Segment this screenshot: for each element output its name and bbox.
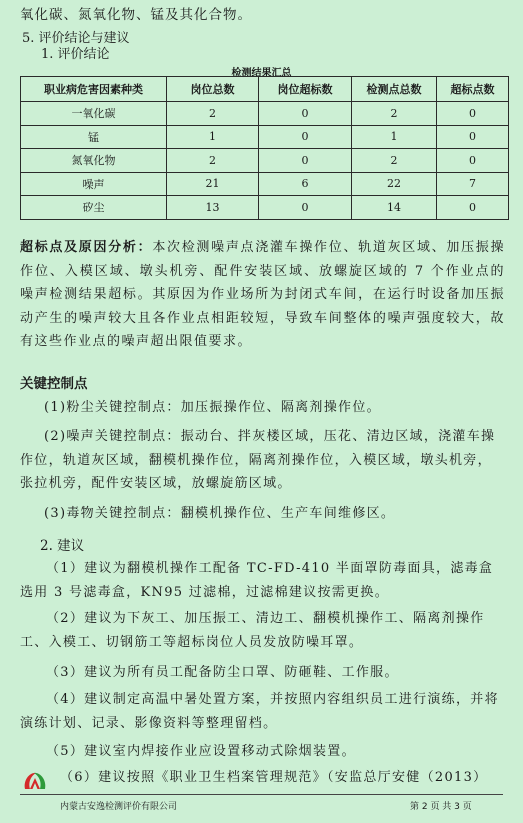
key-point-dust: (1)粉尘关键控制点：加压振操作位、隔离剂操作位。 (44, 400, 381, 415)
cell-value: 1 (167, 125, 259, 149)
header-points: 检测点总数 (352, 77, 437, 102)
cell-value: 0 (437, 196, 509, 220)
cell-value: 0 (259, 196, 352, 220)
table-caption: 检测结果汇总 (231, 68, 292, 79)
header-factor: 职业病危害因素种类 (21, 77, 167, 102)
cell-value: 21 (167, 172, 259, 196)
cell-value: 1 (352, 125, 437, 149)
cell-value: 22 (352, 172, 437, 196)
cell-value: 0 (437, 125, 509, 149)
cell-factor: 一氧化碳 (21, 102, 167, 126)
suggestion-3: （3）建议为所有员工配备防尘口罩、防砸鞋、工作服。 (46, 665, 399, 680)
suggestion-4: （4）建议制定高温中暑处置方案，并按照内容组织员工进行演练，并将演练计划、记录、影像资料等整理留档。 (20, 692, 499, 731)
table-row (21, 172, 509, 196)
exceed-analysis-paragraph (20, 236, 505, 354)
cell-value: 14 (352, 196, 437, 220)
table-header-row (21, 77, 509, 102)
cell-value: 0 (259, 102, 352, 126)
cell-value: 13 (167, 196, 259, 220)
cell-value: 2 (352, 102, 437, 126)
header-posts: 岗位总数 (167, 77, 259, 102)
cell-factor: 噪声 (21, 172, 167, 196)
footer-company: 内蒙古安逸检测评价有限公司 (60, 802, 178, 812)
exceed-analysis-text: 本次检测噪声点浇灌车操作位、轨道灰区域、加压振操作位、入模区域、墩头机旁、配件安装区域、放螺旋区域的 7 个作业点的噪声检测结果超标。其原因为作业场所为封闭式车间，在运行时设备加压振动产生的噪声较大且各作业点相距较短，导致车间整体的噪声强度较大，故有这些作业点的噪声超出限值要求。 (20, 240, 505, 349)
exceed-analysis-label: 超标点及原因分析： (20, 240, 153, 255)
table-row (21, 125, 509, 149)
cell-value: 0 (259, 125, 352, 149)
company-logo-icon (22, 770, 48, 792)
cell-factor: 锰 (21, 125, 167, 149)
cell-value: 2 (352, 149, 437, 173)
key-points-title: 关键控制点 (20, 376, 88, 392)
key-point-noise: (2)噪声关键控制点：振动台、拌灰楼区域，压花、清边区域，浇灌车操作位，轨道灰区域，翻模机操作位，隔离剂操作位，入模区域，墩头机旁，张拉机旁，配件安装区域，放螺旋筋区域。 (20, 429, 496, 491)
cell-value: 0 (437, 102, 509, 126)
suggest-title: 2. 建议 (40, 538, 85, 554)
cell-value: 2 (167, 102, 259, 126)
header-points-exceed: 超标点数 (437, 77, 509, 102)
results-table (20, 76, 509, 220)
header-posts-exceed: 岗位超标数 (259, 77, 352, 102)
subsection-title: 1. 评价结论 (41, 47, 110, 62)
cell-factor: 矽尘 (21, 196, 167, 220)
cell-value: 0 (259, 149, 352, 173)
cell-factor: 氮氧化物 (21, 149, 167, 173)
suggestion-2: （2）建议为下灰工、加压振工、清边工、翻模机操作工、隔离剂操作工、入模工、切钢筋工等超标岗位人员发放防噪耳罩。 (20, 611, 485, 650)
suggestion-6: （6）建议按照《职业卫生档案管理规范》（安监总厅安健（2013） (60, 770, 488, 785)
section-title: 5. 评价结论与建议 (22, 31, 130, 46)
footer-divider (20, 794, 503, 795)
cell-value: 6 (259, 172, 352, 196)
cell-value: 7 (437, 172, 509, 196)
table-row (21, 102, 509, 126)
key-point-toxic: (3)毒物关键控制点：翻模机操作位、生产车间维修区。 (44, 506, 396, 521)
table-row (21, 149, 509, 173)
suggestion-1: （1）建议为翻模机操作工配备 TC-FD-410 半面罩防毒面具，滤毒盒选用 3 号滤毒盒，KN95 过滤棉，过滤棉建议按需更换。 (20, 561, 494, 600)
suggestion-5: （5）建议室内焊接作业应设置移动式除烟装置。 (46, 744, 356, 759)
intro-line: 氧化碳、氮氧化物、锰及其化合物。 (20, 7, 252, 23)
cell-value: 2 (167, 149, 259, 173)
table-row (21, 196, 509, 220)
cell-value: 0 (437, 149, 509, 173)
footer-page-number: 第 2 页 共 3 页 (410, 802, 472, 812)
